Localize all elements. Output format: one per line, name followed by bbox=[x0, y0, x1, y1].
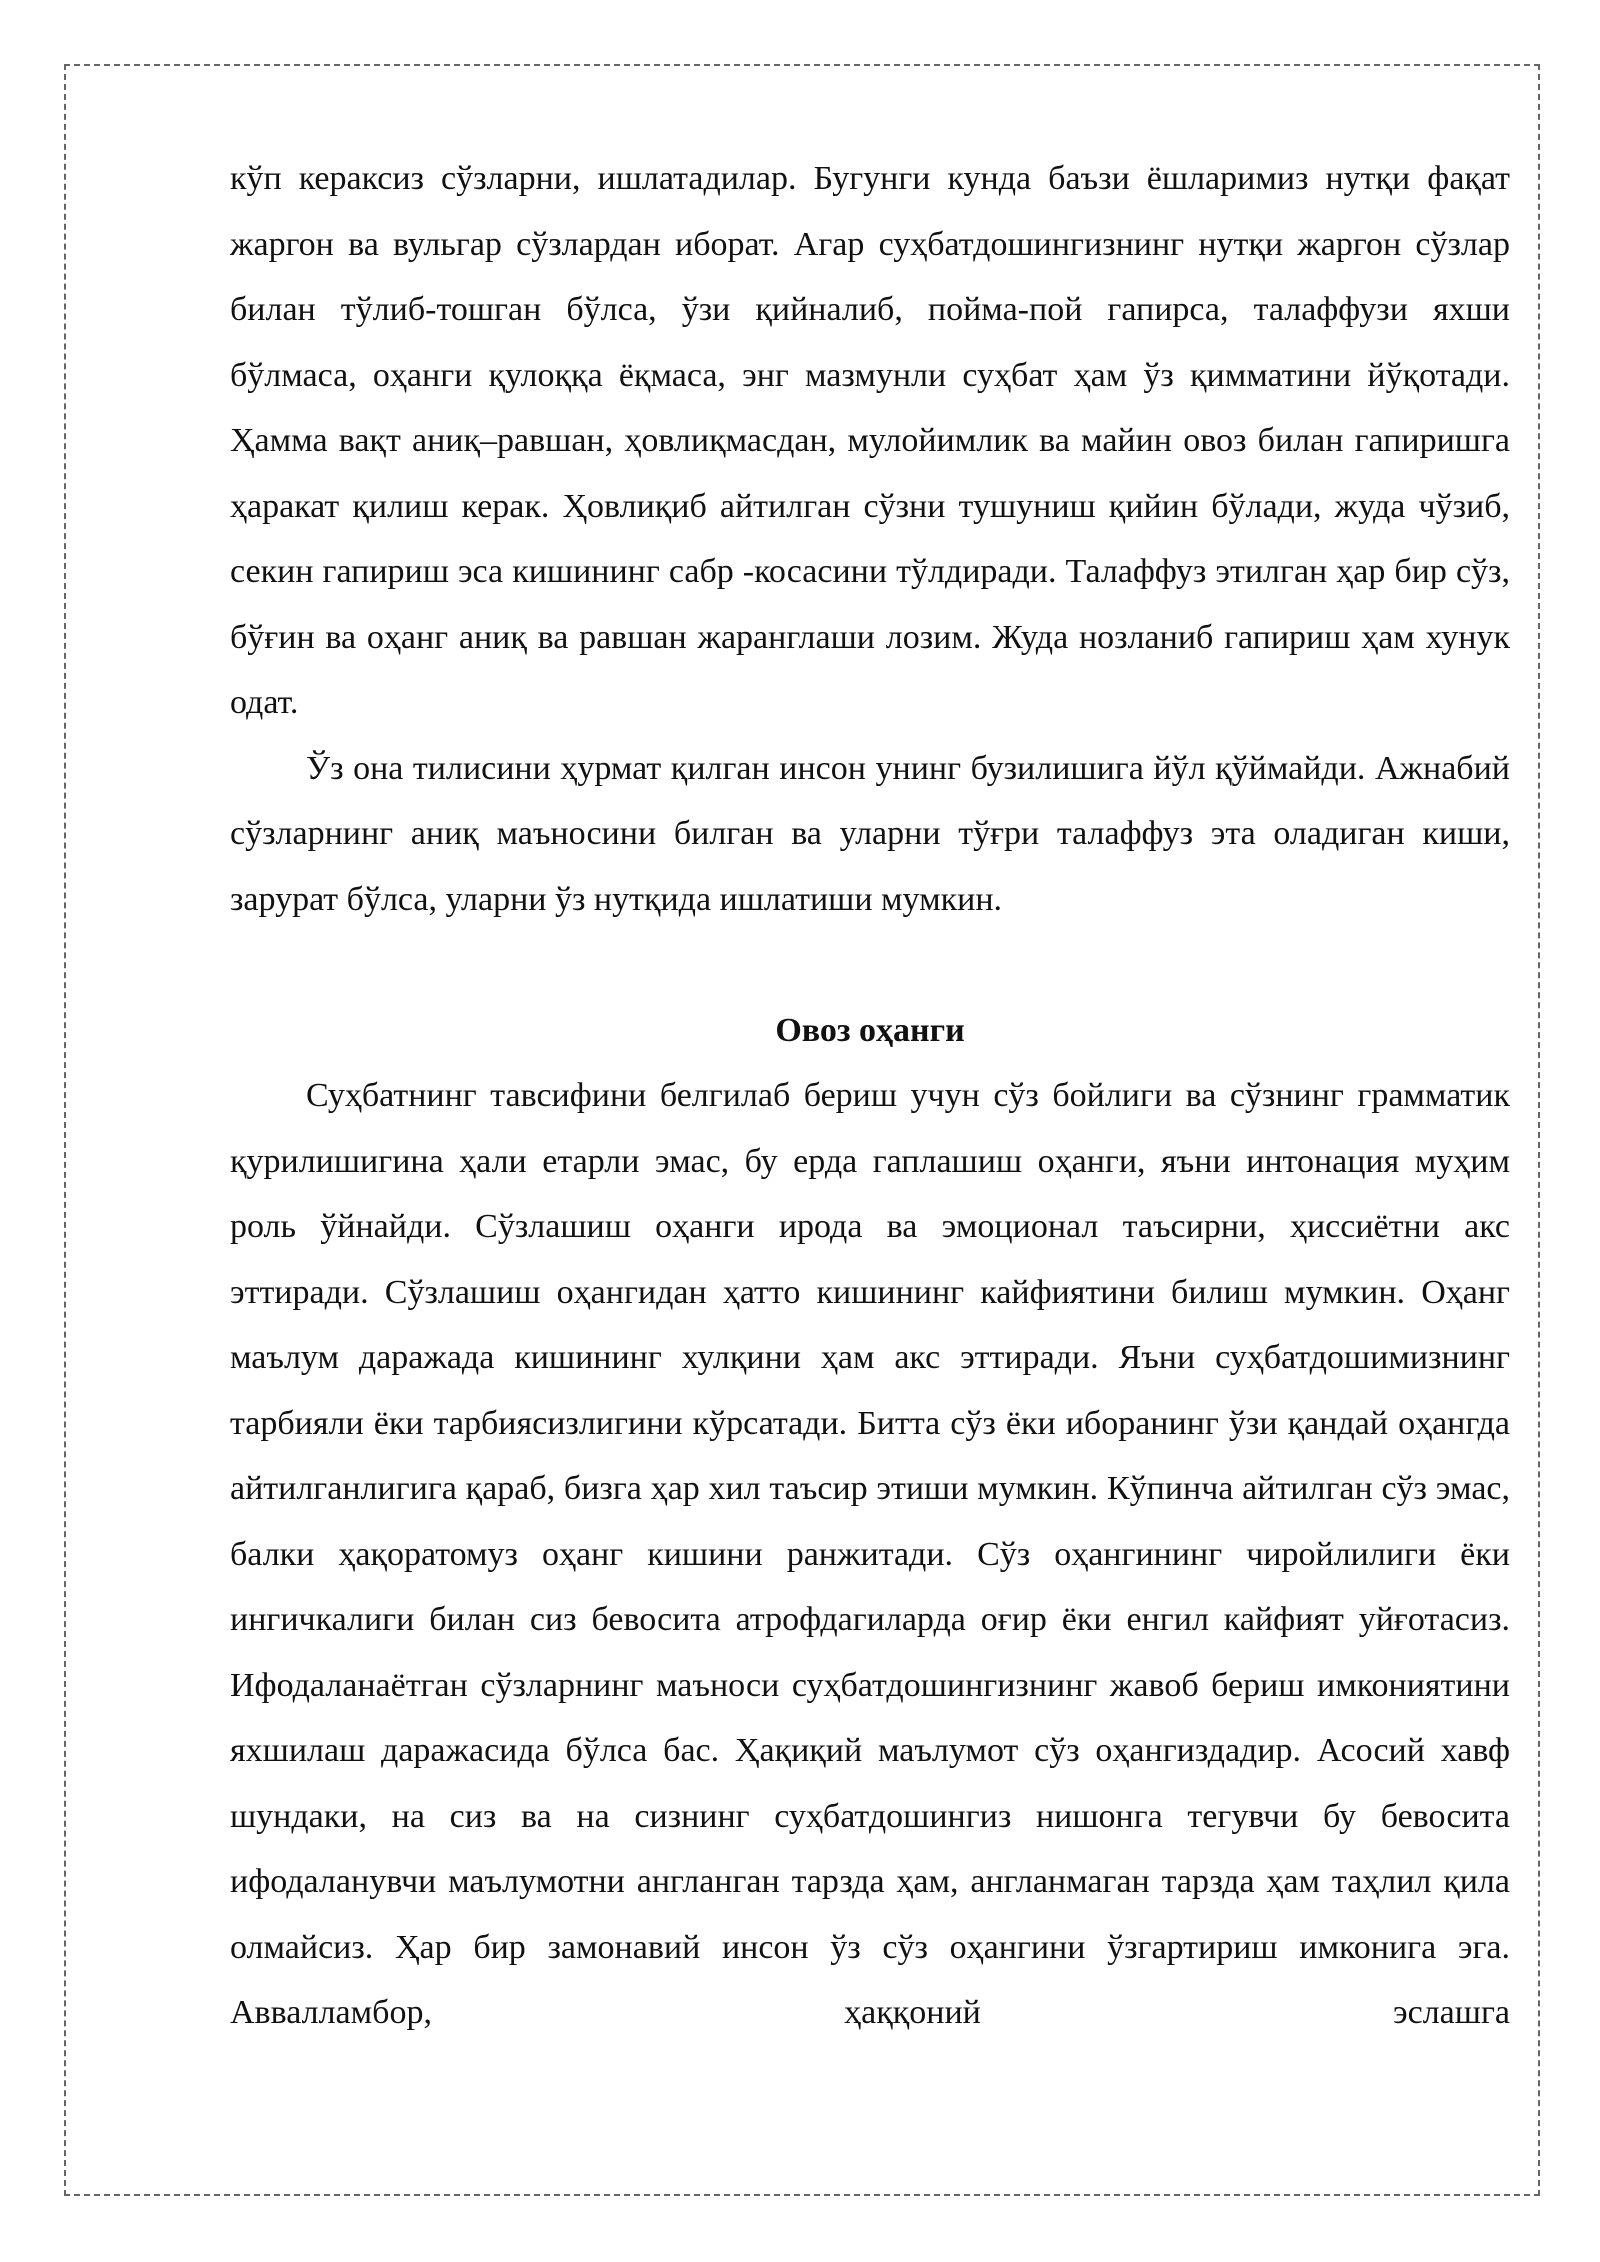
blank-line bbox=[230, 932, 1510, 998]
document-body bbox=[230, 146, 1510, 2046]
paragraph-continuation: кўп кераксиз сўзларни, ишлатадилар. Бугунги кунда баъзи ёшларимиз нутқи фақат жаргон ва вульгар сўзлардан иборат. Агар суҳбатдошингизнинг нутқи жаргон сўзлар билан тўлиб-тошган бўлса, ўзи қийналиб, пойма-пой гапирса, талаффузи яхши бўлмаса, оҳанги қулоққа ёқмаса, энг мазмунли суҳбат ҳам ўз қимматини йўқотади. Ҳамма вақт аниқ–равшан, ҳовлиқмасдан, мулойимлик ва майин овоз билан гапиришга ҳаракат қилиш керак. Ҳовлиқиб айтилган сўзни тушуниш қийин бўлади, жуда чўзиб, секин гапириш эса кишининг сабр -косасини тўлдиради. Талаффуз этилган ҳар бир сўз, бўғин ва оҳанг аниқ ва равшан жаранглаши лозим. Жуда нозланиб гапириш ҳам хунук одат. bbox=[230, 160, 1510, 721]
paragraph-voice-tone: Суҳбатнинг тавсифини белгилаб бериш учун сўз бойлиги ва сўзнинг грамматик қурилишигина ҳали етарли эмас, бу ерда гаплашиш оҳанги, яъни интонация муҳим роль ўйнайди. Сўзлашиш оҳанги ирода ва эмоционал таъсирни, ҳиссиётни акс эттиради. Сўзлашиш оҳангидан ҳатто кишининг кайфиятини билиш мумкин. Оҳанг маълум даражада кишининг хулқини ҳам акс эттиради. Яъни суҳбатдошимизнинг тарбияли ёки тарбиясизлигини кўрсатади. Битта сўз ёки иборанинг ўзи қандай оҳангда айтилганлигига қараб, бизга ҳар хил таъсир этиши мумкин. Кўпинча айтилган сўз эмас, балки ҳақоратомуз оҳанг кишини ранжитади. Сўз оҳангининг чиройлилиги ёки ингичкалиги билан сиз бевосита атрофдагиларда оғир ёки енгил кайфият уйғотасиз. Ифодаланаётган сўзларнинг маъноси суҳбатдошингизнинг жавоб бериш имкониятини яхшилаш даражасида бўлса бас. Ҳақиқий маълумот сўз оҳангиздадир. Асосий хавф шундаки, на сиз ва на сизнинг суҳбатдошингиз нишонга тегувчи бу бевосита ифодаланувчи маълумотни англанган тарзда ҳам, англанмаган тарзда ҳам таҳлил қила олмайсиз. Ҳар бир замонавий инсон ўз сўз оҳангини ўзгартириш имконига эга. Аввалламбор, ҳаққоний эслашга bbox=[230, 1077, 1510, 2031]
section-heading: Овоз оҳанги bbox=[775, 1011, 965, 1049]
paragraph-native-language: Ўз она тилисини ҳурмат қилган инсон унинг бузилишига йўл қўймайди. Ажнабий сўзларнинг аниқ маъносини билган ва уларни тўғри талаффуз эта оладиган киши, зарурат бўлса, уларни ўз нутқида ишлатиши мумкин. bbox=[230, 749, 1510, 918]
